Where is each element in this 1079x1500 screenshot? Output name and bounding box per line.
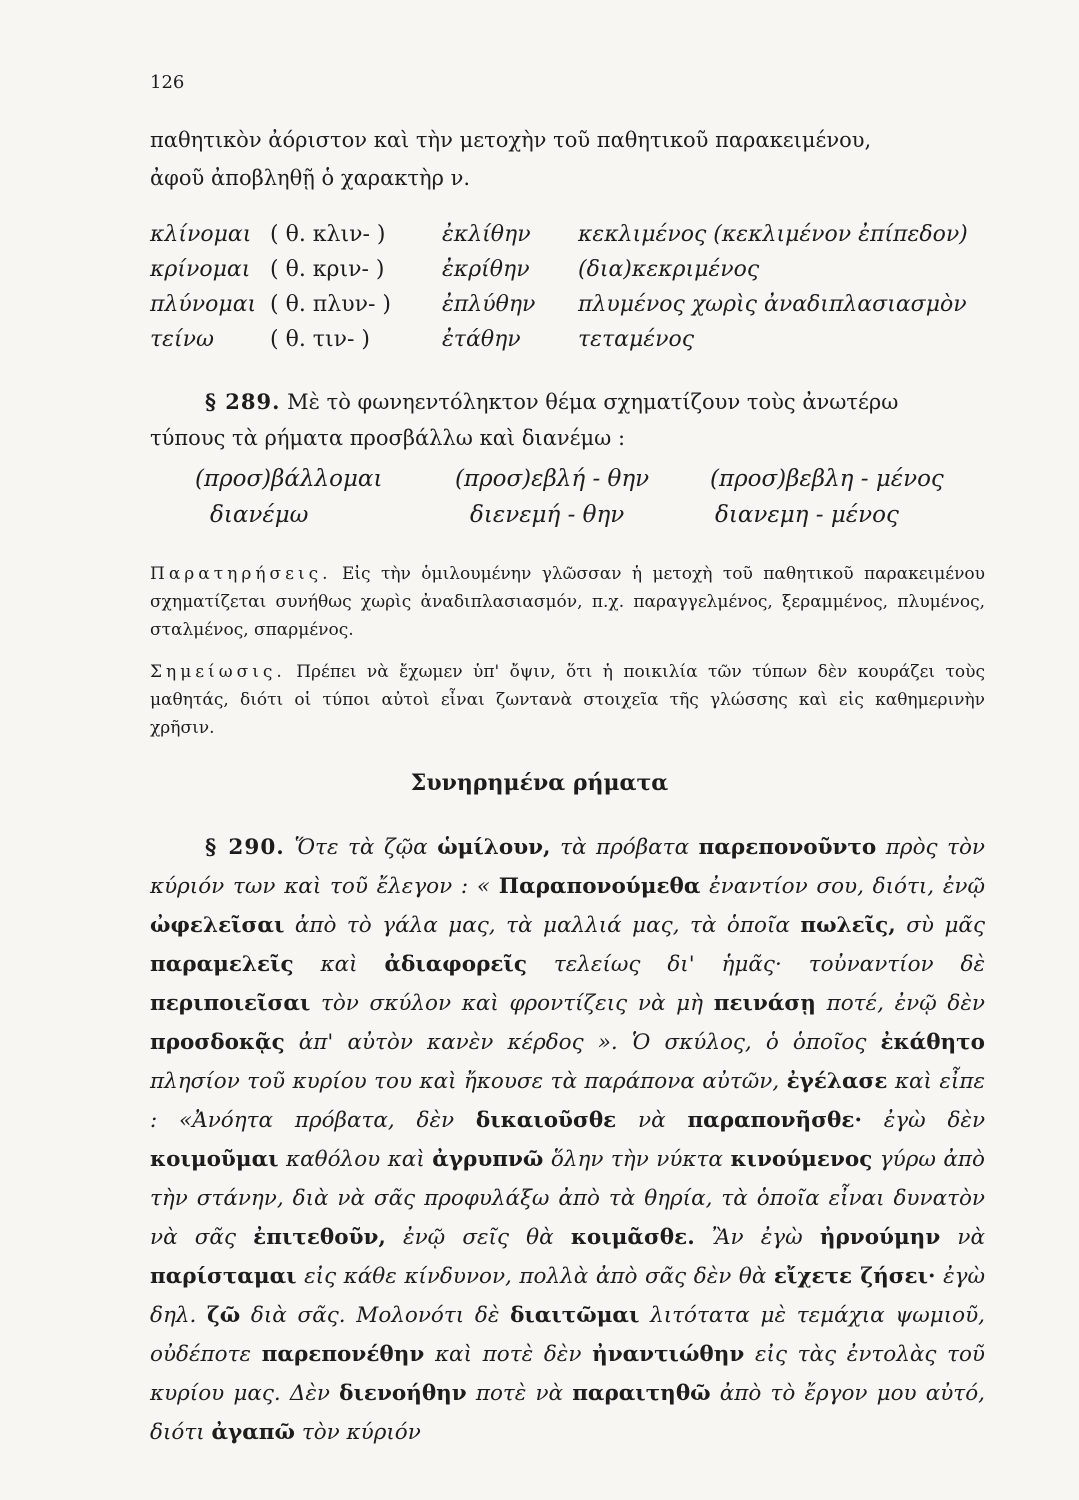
text-segment: νὰ (616, 1108, 688, 1133)
emphasized-verb: κοιμοῦμαι (150, 1147, 279, 1172)
form-verb: (προσ)βάλλομαι (195, 466, 383, 492)
text-segment: διὰ σᾶς. Μολονότι δὲ (240, 1303, 511, 1328)
text-segment: εἰς τὰς ἐντολὰς τοῦ κυρίου μας. Δὲν (150, 1342, 985, 1406)
section-290-body (150, 828, 985, 1452)
note-label: Σημείωσις. (150, 662, 286, 682)
text-segment: τὰ πρόβατα (550, 835, 699, 860)
verb: πλύνομαι (150, 292, 257, 317)
emphasized-verb: παρίσταμαι (150, 1264, 297, 1289)
verb-aorist: ἐκρίθην (442, 257, 530, 282)
verb-participle: πλυμένος χωρὶς ἀναδιπλασιασμὸν (578, 292, 967, 317)
verb-theme: ( θ. πλυν- ) (270, 292, 391, 317)
emphasized-verb: ζῶ (207, 1303, 241, 1328)
section-number: § 289. (205, 389, 281, 414)
text-segment: ποτέ, ἐνῷ δὲν (815, 991, 985, 1016)
note-label: Παρατηρήσεις. (150, 564, 332, 584)
section-289-line-1 (205, 384, 995, 420)
verb-aorist: ἐκλίθην (442, 222, 531, 247)
emphasized-verb: παρεπονέθην (261, 1342, 425, 1367)
emphasized-verb: ὠφελεῖσαι (150, 913, 285, 938)
verb-aorist: ἐτάθην (442, 327, 521, 352)
verb: κλίνομαι (150, 222, 252, 247)
verb-theme: ( θ. κλιν- ) (270, 222, 386, 247)
emphasized-verb: παραμελεῖς (150, 952, 294, 977)
emphasized-verb: ἐγέλασε (786, 1069, 888, 1094)
emphasized-verb: παραπονῆσθε· (687, 1108, 862, 1133)
emphasized-verb: προσδοκᾷς (150, 1030, 285, 1055)
text-segment: Ἂν ἐγὼ (694, 1225, 820, 1250)
section-number: § 290. (205, 835, 285, 860)
intro-line-1: παθητικὸν ἀόριστον καὶ τὴν μετοχὴν τοῦ παθητικοῦ παρακειμένου, (150, 128, 872, 152)
text-segment: καθόλου καὶ (278, 1147, 433, 1172)
verb-row (150, 327, 1000, 361)
emphasized-verb: κινούμενος (730, 1147, 873, 1172)
verb-theme: ( θ. τιν- ) (270, 327, 370, 352)
text-segment: ἀπ' αὐτὸν κανὲν κέρδος ». Ὁ σκύλος, ὁ ὁποῖος (284, 1030, 881, 1055)
text-segment: καὶ ποτὲ δὲν (424, 1342, 593, 1367)
form-participle: διανεμη - μένος (715, 502, 899, 528)
text-segment: καὶ εἶπε : «Ἀνόητα πρόβατα, δὲν (150, 1069, 985, 1133)
emphasized-verb: δικαιοῦσθε (475, 1108, 617, 1133)
form-participle: (προσ)βεβλη - μένος (710, 466, 944, 492)
text-segment: ὅλην τὴν νύκτα (543, 1147, 731, 1172)
emphasized-verb: ὡμίλουν, (437, 835, 551, 860)
emphasized-verb: ἀγρυπνῶ (432, 1147, 544, 1172)
note-remark (150, 658, 985, 742)
text-segment: ἐνῷ σεῖς θὰ (385, 1225, 571, 1250)
text-segment: ἐγὼ δηλ. (150, 1264, 985, 1328)
verb-participle: (δια)κεκριμένος (578, 257, 760, 282)
verb: κρίνομαι (150, 257, 251, 282)
text-segment: ποτὲ νὰ (466, 1381, 573, 1406)
text-segment: ἀπὸ τὸ γάλα μας, τὰ μαλλιά μας, τὰ ὁποῖα (284, 913, 801, 938)
emphasized-verb: ἠναντιώθην (592, 1342, 745, 1367)
emphasized-verb: παραιτηθῶ (572, 1381, 711, 1406)
note-observations (150, 560, 985, 644)
form-aorist: (προσ)εβλή - θην (455, 466, 650, 492)
forms-row (150, 466, 980, 502)
section-289-line-2: τύπους τὰ ρήματα προσβάλλω καὶ διανέμω : (150, 426, 626, 450)
text-segment: τὸν κύριόν (294, 1420, 421, 1445)
verb-row (150, 222, 1000, 256)
emphasized-verb: παρεπονοῦντο (698, 835, 877, 860)
emphasized-verb: διαιτῶμαι (510, 1303, 640, 1328)
text-segment: τελείως δι' ἡμᾶς· τοὐναντίον δὲ (526, 952, 985, 977)
text-segment: τὸν σκύλον καὶ φροντίζεις νὰ μὴ (310, 991, 714, 1016)
emphasized-verb: ἐκάθητο (880, 1030, 985, 1055)
forms-row (150, 502, 980, 538)
emphasized-verb: πωλεῖς, (800, 913, 896, 938)
text-segment: εἰς κάθε κίνδυνον, πολλὰ ἀπὸ σᾶς δὲν θὰ (296, 1264, 774, 1289)
verb-row (150, 292, 1000, 326)
verb-row (150, 257, 1000, 291)
emphasized-verb: ἐπιτεθοῦν, (253, 1225, 386, 1250)
section-heading: Συνηρημένα ρήματα (410, 770, 669, 796)
verb-theme: ( θ. κριν- ) (270, 257, 385, 282)
verb: τείνω (150, 327, 214, 352)
emphasized-verb: πεινάσῃ (713, 991, 816, 1016)
text-segment: ἐναντίον σου, διότι, ἐνῷ (700, 874, 985, 899)
text-segment: πρὸς τὸν κύριόν των καὶ τοῦ ἔλεγον : « (150, 835, 985, 899)
section-text: Μὲ τὸ φωνηεντόληκτον θέμα σχηματίζουν τοὺς ἀνωτέρω (280, 390, 899, 414)
emphasized-verb: περιποιεῖσαι (150, 991, 311, 1016)
emphasized-verb: ἀγαπῶ (211, 1420, 295, 1445)
verb-aorist: ἐπλύθην (442, 292, 536, 317)
form-aorist: διενεμή - θην (470, 502, 625, 528)
emphasized-verb: Παραπονούμεθα (498, 874, 701, 899)
text-segment: πλησίον τοῦ κυρίου του καὶ ἤκουσε τὰ παράπονα αὐτῶν, (150, 1069, 787, 1094)
note-text: Εἰς τὴν ὁμιλουμένην γλῶσσαν ἡ μετοχὴ τοῦ παθητικοῦ παρακειμένου σχηματίζεται συνήθως χωρὶς ἀναδιπλασιασμόν, π.χ. παραγγελμένος, ξεραμμένος, πλυμένος, σταλμένος, σπαρμένος. (150, 564, 985, 640)
note-text: Πρέπει νὰ ἔχωμεν ὑπ' ὄψιν, ὅτι ἡ ποικιλία τῶν τύπων δὲν κουράζει τοὺς μαθητάς, διότι οἱ τύποι αὐτοὶ εἶναι ζωντανὰ στοιχεῖα τῆς γλώσσης καὶ εἰς καθημερινὴν χρῆσιν. (150, 662, 985, 738)
emphasized-verb: ἀδιαφορεῖς (384, 952, 527, 977)
form-verb: διανέμω (210, 502, 309, 528)
text-segment: ἐγὼ δὲν (861, 1108, 986, 1133)
emphasized-verb: εἴχετε ζήσει· (773, 1264, 936, 1289)
emphasized-verb: διενοήθην (339, 1381, 467, 1406)
emphasized-verb: κοιμᾶσθε. (570, 1225, 695, 1250)
text-segment: καὶ (293, 952, 385, 977)
verb-participle: κεκλιμένος (κεκλιμένον ἐπίπεδον) (578, 222, 968, 247)
verb-participle: τεταμένος (578, 327, 695, 352)
text-segment: νὰ (940, 1225, 985, 1250)
text-segment: σὺ μᾶς (895, 913, 985, 938)
text-segment: γύρω ἀπὸ τὴν στάνην, διὰ νὰ σᾶς προφυλάξω ἀπὸ τὰ θηρία, τὰ ὁποῖα εἶναι δυνατὸν νὰ σᾶς (150, 1147, 986, 1250)
text-segment: Ὅτε τὰ ζῷα (284, 835, 438, 860)
text-segment: λιτότατα μὲ τεμάχια ψωμιοῦ, οὐδέποτε (150, 1303, 985, 1367)
emphasized-verb: ἠρνούμην (819, 1225, 941, 1250)
text-segment: ἀπὸ τὸ ἔργον μου αὐτό, διότι (150, 1381, 985, 1445)
intro-line-2: ἀφοῦ ἀποβληθῇ ὁ χαρακτὴρ ν. (150, 166, 471, 190)
page-number: 126 (150, 72, 185, 93)
